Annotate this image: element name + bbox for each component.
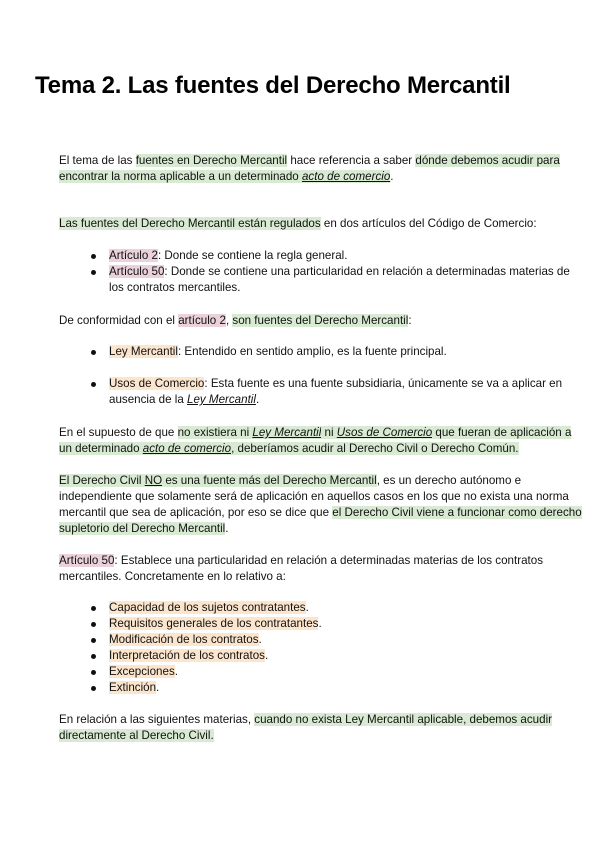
list-articulos xyxy=(91,248,587,296)
list-item: Excepciones. xyxy=(91,664,587,680)
list-item: Modificación de los contratos. xyxy=(91,632,587,648)
paragraph-articulo-50: Artículo 50: Establece una particularidad en relación a determinadas materias de los contratos mercantiles. Concretamente en lo relativo a: xyxy=(59,554,543,583)
highlight-green: es una fuente más del Derecho Mercantil xyxy=(162,474,377,487)
list-item: Usos de Comercio: Esta fuente es una fuente subsidiaria, únicamente se va a aplicar en ausencia de la Ley Mercantil. xyxy=(91,376,587,408)
text: hace referencia a saber xyxy=(287,154,416,167)
list-item: Ley Mercantil: Entendido en sentido amplio, es la fuente principal. xyxy=(91,344,587,360)
highlight-green: son fuentes del Derecho Mercantil xyxy=(232,314,409,327)
highlight-pink: Artículo 50 xyxy=(59,554,115,567)
highlight-green: El Derecho Civil xyxy=(59,474,145,487)
link-ley-mercantil[interactable]: Ley Mercantil xyxy=(252,426,322,439)
highlight-green: Las fuentes del Derecho Mercantil están regulados xyxy=(59,217,321,230)
highlight-green: cuando no exista Ley Mercantil aplicable, debemos acudir directamente al Derecho Civil xyxy=(59,713,553,742)
link-acto-de-comercio[interactable]: acto de comercio xyxy=(142,442,232,455)
highlight-orange: Interpretación de los contratos xyxy=(109,649,265,662)
highlight-orange: Excepciones xyxy=(109,665,175,678)
highlight-green: dónde debemos acudir para encontrar la norma aplicable a un determinado xyxy=(59,154,560,183)
highlight-green: el Derecho Civil viene a funcionar como derecho supletorio del Derecho Mercantil xyxy=(59,506,582,535)
list-item: Extinción. xyxy=(91,680,587,696)
paragraph-conclusion: En relación a las siguientes materias, cuando no exista Ley Mercantil aplicable, debemos acudir directamente al Derecho Civil. xyxy=(59,713,553,742)
list-item: Interpretación de los contratos. xyxy=(91,648,587,664)
paragraph-fuentes xyxy=(59,216,587,232)
list-item: Requisitos generales de los contratantes. xyxy=(91,616,587,632)
highlight-green: NO xyxy=(144,474,163,487)
list-fuentes xyxy=(91,344,587,360)
highlight-orange: Capacidad de los sujetos contratantes xyxy=(109,601,306,614)
highlight-orange: Ley Mercantil xyxy=(109,345,178,358)
paragraph-derecho-civil: El Derecho Civil NO es una fuente más del Derecho Mercantil, es un derecho autónomo e independiente que solamente será de aplicación en aquellos casos en los que no exista una norma mercantil que sea de aplicación, por eso se dice que el Derecho Civil viene a funcionar como derecho supletorio del Derecho Mercantil. xyxy=(59,474,582,535)
highlight-green: no existiera ni xyxy=(177,426,253,439)
text: . xyxy=(390,170,394,183)
link-usos-de-comercio[interactable]: Usos de Comercio xyxy=(336,426,433,439)
list-item: Artículo 50: Donde se contiene una particularidad en relación a determinadas materias de los contratos mercantiles. xyxy=(91,264,587,296)
text: en dos artículos del Código de Comercio: xyxy=(320,217,537,230)
list-item: Capacidad de los sujetos contratantes. xyxy=(91,600,587,616)
highlight-orange: Usos de Comercio xyxy=(109,377,205,390)
text: El tema de las xyxy=(59,154,136,167)
highlight-orange: Requisitos generales de los contratantes xyxy=(109,617,319,630)
page-title: Tema 2. Las fuentes del Derecho Mercantil xyxy=(35,72,511,99)
list-materias xyxy=(91,600,587,696)
highlight-pink: artículo 2 xyxy=(178,314,226,327)
highlight-pink: Artículo 2 xyxy=(109,249,158,262)
highlight-orange: Extinción xyxy=(109,681,157,694)
highlight-orange: Modificación de los contratos xyxy=(109,633,259,646)
link-acto-de-comercio[interactable]: acto de comercio xyxy=(301,170,391,183)
paragraph-intro xyxy=(59,153,587,185)
list-item: Artículo 2: Donde se contiene la regla general. xyxy=(91,248,587,264)
list-fuentes-2 xyxy=(91,376,587,408)
paragraph-conformidad: De conformidad con el artículo 2, son fuentes del Derecho Mercantil: xyxy=(59,314,412,327)
link-ley-mercantil[interactable]: Ley Mercantil xyxy=(187,393,256,406)
highlight-green: fuentes en Derecho Mercantil xyxy=(135,154,288,167)
paragraph-supuesto: En el supuesto de que no existiera ni Ley Mercantil ni Usos de Comercio que fueran de aplicación a un determinado acto de comercio, deberíamos acudir al Derecho Civil o Derecho Común. xyxy=(59,426,572,455)
highlight-pink: Artículo 50 xyxy=(109,265,165,278)
